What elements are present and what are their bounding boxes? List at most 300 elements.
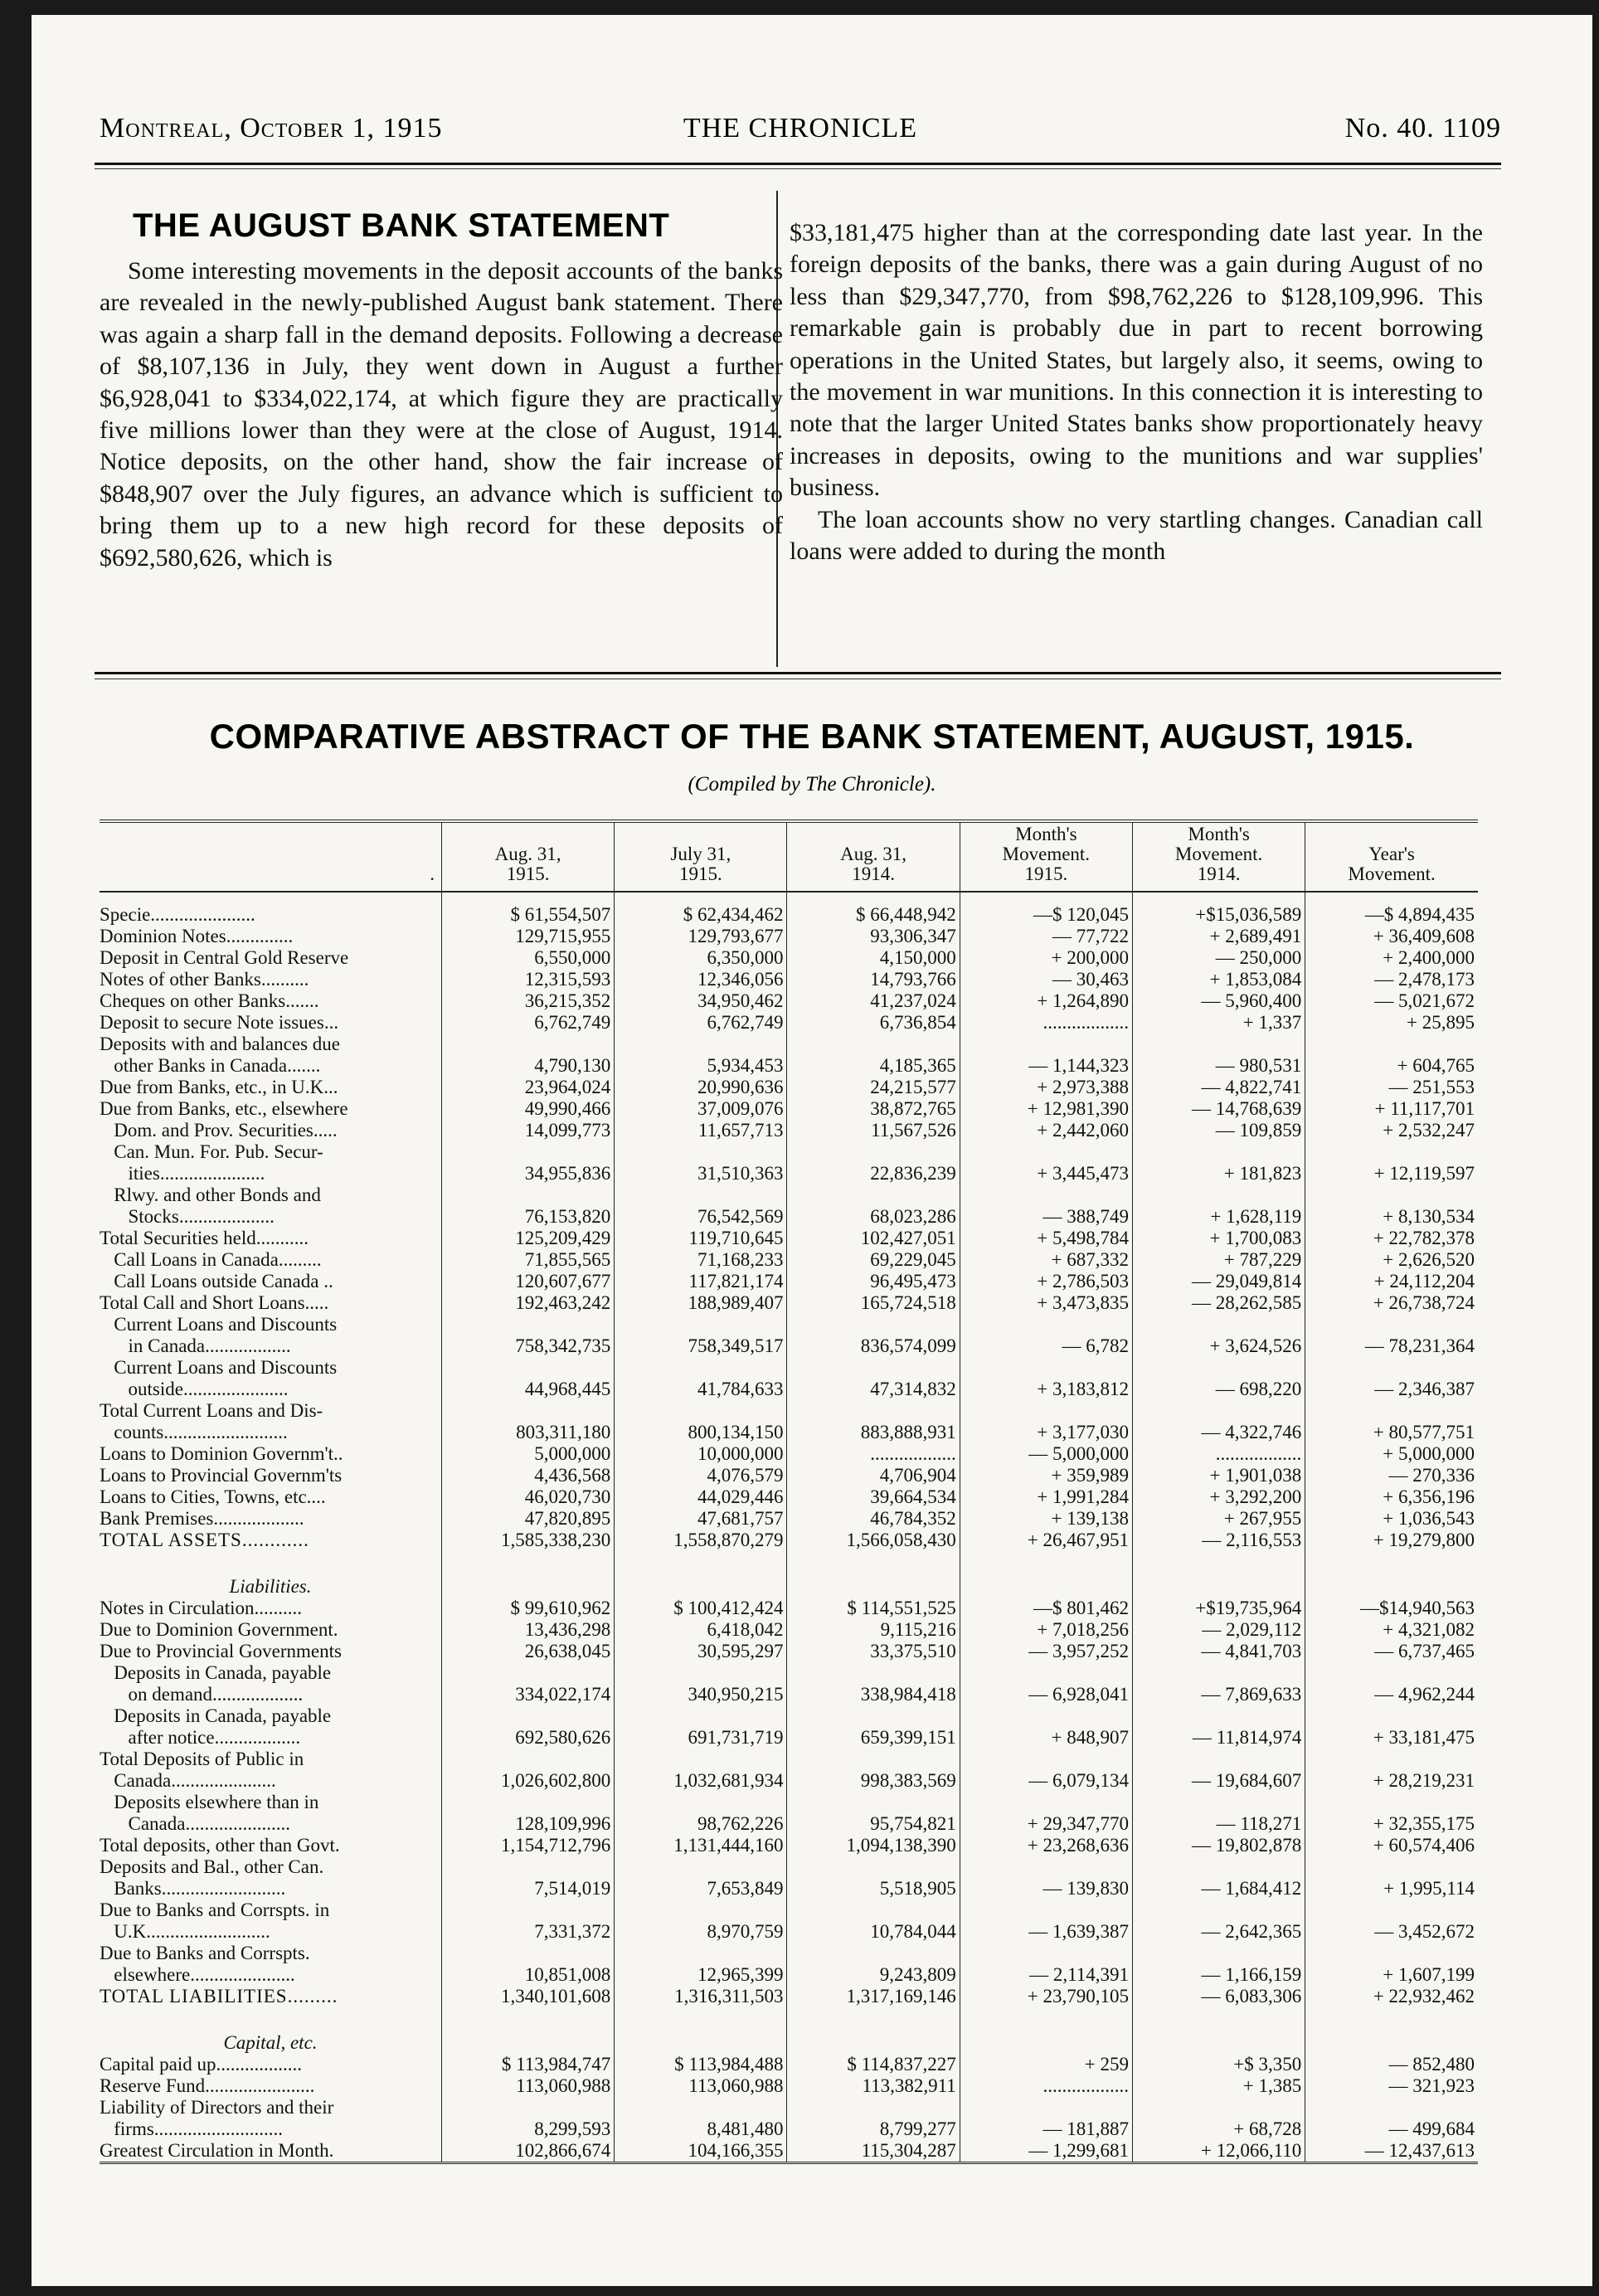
table-cell: + 25,895 bbox=[1305, 1012, 1478, 1034]
table-cell: 33,375,510 bbox=[787, 1641, 960, 1662]
table-cell: 1,340,101,608 bbox=[441, 1986, 614, 2007]
table-row bbox=[100, 926, 1478, 947]
row-label: Deposits with and balances due bbox=[100, 1034, 340, 1054]
article-column-right bbox=[790, 217, 1483, 567]
table-cell bbox=[441, 1357, 614, 1379]
table-cell: — 2,116,553 bbox=[1132, 1530, 1305, 1551]
table-cell: $ 61,554,507 bbox=[441, 904, 614, 926]
table-row bbox=[100, 1098, 1478, 1120]
table-cell bbox=[1132, 1856, 1305, 1878]
table-cell: + 1,995,114 bbox=[1305, 1878, 1478, 1900]
spacer-row bbox=[100, 1551, 1478, 1563]
table-row bbox=[100, 1727, 1478, 1749]
table-cell: 76,542,569 bbox=[615, 1206, 787, 1228]
table-row bbox=[100, 1508, 1478, 1530]
table-cell: 836,574,099 bbox=[787, 1335, 960, 1357]
row-label: Reserve Fund....................... bbox=[100, 2075, 315, 2096]
table-cell: 9,115,216 bbox=[787, 1619, 960, 1641]
table-cell: + 60,574,406 bbox=[1305, 1835, 1478, 1856]
table-cell bbox=[1305, 1141, 1478, 1163]
table-cell: 10,000,000 bbox=[615, 1443, 787, 1465]
table-cell: + 139,138 bbox=[960, 1508, 1132, 1530]
table-cell: 11,657,713 bbox=[615, 1120, 787, 1141]
table-cell: $ 114,837,227 bbox=[787, 2054, 960, 2075]
table-cell: 34,950,462 bbox=[615, 990, 787, 1012]
table-cell bbox=[441, 2097, 614, 2118]
table-cell bbox=[615, 1141, 787, 1163]
table-cell: — 11,814,974 bbox=[1132, 1727, 1305, 1749]
table-cell: + 259 bbox=[960, 2054, 1132, 2075]
row-label: Total Call and Short Loans..... bbox=[100, 1292, 329, 1313]
table-cell: —$ 801,462 bbox=[960, 1598, 1132, 1619]
table-cell bbox=[787, 2019, 960, 2054]
table-cell: 30,595,297 bbox=[615, 1641, 787, 1662]
table-cell: .................. bbox=[960, 1012, 1132, 1034]
article-paragraph: Some interesting movements in the deposit accounts of the banks are revealed in the newly-published August bank statement. There was again a sharp fall in the demand deposits. Following a decrease of $8,107,136 in July, they went down in August a further $6,928,041 to $334,022,174, at which figure they are practically five millions lower than they were at the close of August, 1914. Notice deposits, on the other hand, show the fair increase of $848,907 over the July figures, an advance which is sufficient to bring them up to a new high record for these deposits of $692,580,626, which is bbox=[100, 257, 783, 572]
table-cell: + 2,626,520 bbox=[1305, 1249, 1478, 1271]
table-cell bbox=[960, 1856, 1132, 1878]
table-cell: 113,382,911 bbox=[787, 2075, 960, 2097]
table-cell: 34,955,836 bbox=[441, 1163, 614, 1184]
row-label: Dominion Notes.............. bbox=[100, 926, 294, 946]
table-cell: 20,990,636 bbox=[615, 1077, 787, 1098]
issue-page-number: No. 40. 1109 bbox=[1344, 113, 1501, 144]
table-cell: 9,243,809 bbox=[787, 1964, 960, 1986]
dateline: Montreal, October 1, 1915 bbox=[100, 113, 443, 144]
table-row bbox=[100, 1900, 1478, 1921]
table-cell: 13,436,298 bbox=[441, 1619, 614, 1641]
table-cell: 5,518,905 bbox=[787, 1878, 960, 1900]
table-cell bbox=[960, 1357, 1132, 1379]
row-label: Dom. and Prov. Securities..... bbox=[100, 1120, 338, 1141]
table-row bbox=[100, 1598, 1478, 1619]
table-cell bbox=[1305, 1551, 1478, 1563]
row-label: Current Loans and Discounts bbox=[100, 1314, 338, 1335]
table-cell bbox=[615, 1034, 787, 1055]
table-cell: 5,000,000 bbox=[441, 1443, 614, 1465]
bank-statement-table bbox=[100, 820, 1478, 2164]
publication-title: THE CHRONICLE bbox=[683, 113, 918, 144]
table-cell: — 2,642,365 bbox=[1132, 1921, 1305, 1943]
table-cell: 120,607,677 bbox=[441, 1271, 614, 1292]
table-cell: 113,060,988 bbox=[441, 2075, 614, 2097]
table-cell bbox=[615, 1314, 787, 1335]
table-cell: .................. bbox=[1132, 1443, 1305, 1465]
table-cell bbox=[1132, 2097, 1305, 2118]
table-cell: — 250,000 bbox=[1132, 947, 1305, 969]
table-cell: 44,029,446 bbox=[615, 1486, 787, 1508]
row-label: Deposit to secure Note issues... bbox=[100, 1012, 339, 1033]
table-cell: 113,060,988 bbox=[615, 2075, 787, 2097]
table-cell: 6,350,000 bbox=[615, 947, 787, 969]
row-label: Capital paid up.................. bbox=[100, 2054, 303, 2075]
table-cell: + 23,268,636 bbox=[960, 1835, 1132, 1856]
table-row bbox=[100, 1400, 1478, 1422]
table-cell bbox=[960, 1705, 1132, 1727]
table-cell bbox=[441, 1551, 614, 1563]
table-cell: + 200,000 bbox=[960, 947, 1132, 969]
row-label: Total Securities held........... bbox=[100, 1228, 309, 1248]
table-header bbox=[100, 821, 1478, 892]
row-label: Total deposits, other than Govt. bbox=[100, 1835, 340, 1856]
table-cell bbox=[787, 1551, 960, 1563]
table-cell: + 1,607,199 bbox=[1305, 1964, 1478, 1986]
table-cell: — 388,749 bbox=[960, 1206, 1132, 1228]
table-cell: 4,185,365 bbox=[787, 1055, 960, 1077]
table-cell: 800,134,150 bbox=[615, 1422, 787, 1443]
table-cell: — 1,684,412 bbox=[1132, 1878, 1305, 1900]
row-label: firms........................... bbox=[100, 2118, 284, 2139]
table-cell bbox=[960, 1749, 1132, 1770]
table-cell: 7,331,372 bbox=[441, 1921, 614, 1943]
table-cell bbox=[615, 1792, 787, 1813]
table-cell: + 11,117,701 bbox=[1305, 1098, 1478, 1120]
row-label: U.K.......................... bbox=[100, 1921, 270, 1942]
table-row bbox=[100, 1662, 1478, 1684]
table-row bbox=[100, 1292, 1478, 1314]
table-cell bbox=[787, 1943, 960, 1964]
table-cell: 102,866,674 bbox=[441, 2140, 614, 2163]
table-cell bbox=[1305, 1034, 1478, 1055]
table-cell: + 1,853,084 bbox=[1132, 969, 1305, 990]
table-row bbox=[100, 1163, 1478, 1184]
table-cell bbox=[441, 1314, 614, 1335]
table-cell bbox=[1305, 1900, 1478, 1921]
table-cell bbox=[1132, 1662, 1305, 1684]
table-cell: — 2,114,391 bbox=[960, 1964, 1132, 1986]
table-cell bbox=[1305, 2019, 1478, 2054]
table-cell: 1,094,138,390 bbox=[787, 1835, 960, 1856]
table-row bbox=[100, 1249, 1478, 1271]
row-label: TOTAL ASSETS............ bbox=[100, 1530, 309, 1550]
table-cell bbox=[1132, 1314, 1305, 1335]
table-cell bbox=[960, 1034, 1132, 1055]
table-row bbox=[100, 1921, 1478, 1943]
article-title: THE AUGUST BANK STATEMENT bbox=[133, 207, 670, 244]
row-label: Canada...................... bbox=[100, 1770, 276, 1791]
table-cell bbox=[1305, 2007, 1478, 2019]
row-label: Total Deposits of Public in bbox=[100, 1749, 304, 1769]
table-row bbox=[100, 1206, 1478, 1228]
table-cell: 129,793,677 bbox=[615, 926, 787, 947]
table-cell: 659,399,151 bbox=[787, 1727, 960, 1749]
table-row bbox=[100, 1705, 1478, 1727]
row-label: Due to Dominion Government. bbox=[100, 1619, 338, 1640]
table-cell bbox=[787, 1357, 960, 1379]
table-cell bbox=[615, 2007, 787, 2019]
table-cell bbox=[615, 1900, 787, 1921]
row-label: Banks.......................... bbox=[100, 1878, 286, 1899]
table-cell bbox=[787, 1662, 960, 1684]
table-cell: — 1,166,159 bbox=[1132, 1964, 1305, 1986]
table-cell: 6,762,749 bbox=[441, 1012, 614, 1034]
table-cell: — 4,322,746 bbox=[1132, 1422, 1305, 1443]
table-cell: $ 114,551,525 bbox=[787, 1598, 960, 1619]
table-cell bbox=[1305, 1357, 1478, 1379]
table-row bbox=[100, 1465, 1478, 1486]
row-label: Due to Banks and Corrspts. in bbox=[100, 1900, 330, 1920]
table-cell bbox=[960, 1943, 1132, 1964]
section-heading: Liabilities. bbox=[229, 1576, 312, 1597]
table-cell: — 109,859 bbox=[1132, 1120, 1305, 1141]
header-rule-thin bbox=[95, 168, 1501, 169]
table-cell: 125,209,429 bbox=[441, 1228, 614, 1249]
table-cell bbox=[1132, 1943, 1305, 1964]
table-row bbox=[100, 1770, 1478, 1792]
table-cell: 4,150,000 bbox=[787, 947, 960, 969]
table-cell: 26,638,045 bbox=[441, 1641, 614, 1662]
table-cell: 758,349,517 bbox=[615, 1335, 787, 1357]
table-row bbox=[100, 1055, 1478, 1077]
article-column-left bbox=[100, 255, 783, 574]
table-cell: 31,510,363 bbox=[615, 1163, 787, 1184]
table-cell bbox=[1132, 1184, 1305, 1206]
table-cell bbox=[441, 1705, 614, 1727]
table-cell bbox=[615, 1357, 787, 1379]
table-cell: 1,566,058,430 bbox=[787, 1530, 960, 1551]
table-cell: — 2,029,112 bbox=[1132, 1619, 1305, 1641]
table-cell bbox=[1132, 1792, 1305, 1813]
table-cell: 36,215,352 bbox=[441, 990, 614, 1012]
table-cell: — 6,782 bbox=[960, 1335, 1132, 1357]
table-cell bbox=[615, 892, 787, 904]
table-cell: 47,820,895 bbox=[441, 1508, 614, 1530]
table-cell: — 270,336 bbox=[1305, 1465, 1478, 1486]
table-cell: 93,306,347 bbox=[787, 926, 960, 947]
table-cell bbox=[1132, 2019, 1305, 2054]
table-cell: —$ 120,045 bbox=[960, 904, 1132, 926]
table-cell bbox=[1305, 1705, 1478, 1727]
table-cell bbox=[441, 1034, 614, 1055]
table-cell bbox=[787, 1792, 960, 1813]
table-cell: 76,153,820 bbox=[441, 1206, 614, 1228]
table-row bbox=[100, 1120, 1478, 1141]
table-cell: 49,990,466 bbox=[441, 1098, 614, 1120]
table-cell bbox=[787, 1900, 960, 1921]
table-cell bbox=[1132, 1563, 1305, 1598]
table-row bbox=[100, 969, 1478, 990]
table-cell: — 5,021,672 bbox=[1305, 990, 1478, 1012]
row-label: on demand................... bbox=[100, 1684, 304, 1705]
row-label: Specie...................... bbox=[100, 904, 255, 925]
table-cell bbox=[615, 1749, 787, 1770]
table-cell bbox=[787, 1749, 960, 1770]
table-cell: 41,784,633 bbox=[615, 1379, 787, 1400]
table-cell bbox=[1305, 892, 1478, 904]
table-cell: 188,989,407 bbox=[615, 1292, 787, 1314]
table-cell: + 1,337 bbox=[1132, 1012, 1305, 1034]
table-row bbox=[100, 1641, 1478, 1662]
table-cell bbox=[1305, 1749, 1478, 1770]
row-label: Loans to Provincial Governm'ts bbox=[100, 1465, 343, 1486]
table-cell: + 1,700,083 bbox=[1132, 1228, 1305, 1249]
table-cell: 883,888,931 bbox=[787, 1422, 960, 1443]
table-cell: + 12,066,110 bbox=[1132, 2140, 1305, 2163]
table-cell bbox=[441, 1141, 614, 1163]
table-cell: — 29,049,814 bbox=[1132, 1271, 1305, 1292]
row-label: Deposits and Bal., other Can. bbox=[100, 1856, 324, 1877]
table-row bbox=[100, 1619, 1478, 1641]
table-cell: 4,436,568 bbox=[441, 1465, 614, 1486]
table-cell: 14,793,766 bbox=[787, 969, 960, 990]
table-cell: 24,215,577 bbox=[787, 1077, 960, 1098]
table-row bbox=[100, 1443, 1478, 1465]
table-cell: $ 113,984,747 bbox=[441, 2054, 614, 2075]
table-cell bbox=[1132, 892, 1305, 904]
table-cell: —$ 4,894,435 bbox=[1305, 904, 1478, 926]
table-cell: — 28,262,585 bbox=[1132, 1292, 1305, 1314]
table-cell: $ 99,610,962 bbox=[441, 1598, 614, 1619]
row-label: Stocks.................... bbox=[100, 1206, 275, 1227]
table-cell bbox=[100, 1551, 441, 1563]
table-cell: —$14,940,563 bbox=[1305, 1598, 1478, 1619]
table-cell: + 23,790,105 bbox=[960, 1986, 1132, 2007]
row-label: Loans to Cities, Towns, etc.... bbox=[100, 1486, 326, 1507]
table-cell: 98,762,226 bbox=[615, 1813, 787, 1835]
row-label: counts.......................... bbox=[100, 1422, 288, 1442]
table-cell: + 787,229 bbox=[1132, 1249, 1305, 1271]
table-cell bbox=[960, 1792, 1132, 1813]
table-row bbox=[100, 1792, 1478, 1813]
table-cell bbox=[960, 1900, 1132, 1921]
table-cell bbox=[960, 1551, 1132, 1563]
table-row bbox=[100, 1271, 1478, 1292]
column-header: July 31, 1915. bbox=[615, 821, 787, 892]
table-cell: 96,495,473 bbox=[787, 1271, 960, 1292]
table-cell: 12,315,593 bbox=[441, 969, 614, 990]
table-cell bbox=[787, 1705, 960, 1727]
table-cell bbox=[615, 1184, 787, 1206]
table-cell: 1,026,602,800 bbox=[441, 1770, 614, 1792]
table-cell bbox=[615, 1563, 787, 1598]
table-cell bbox=[1305, 2097, 1478, 2118]
table-cell bbox=[787, 1184, 960, 1206]
table-cell bbox=[441, 1563, 614, 1598]
table-row bbox=[100, 1379, 1478, 1400]
table-cell bbox=[1132, 1141, 1305, 1163]
table-cell: 44,968,445 bbox=[441, 1379, 614, 1400]
table-cell: .................. bbox=[960, 2075, 1132, 2097]
table-cell: — 2,478,173 bbox=[1305, 969, 1478, 990]
table-cell: 1,131,444,160 bbox=[615, 1835, 787, 1856]
table-row bbox=[100, 1314, 1478, 1335]
table-cell: — 321,923 bbox=[1305, 2075, 1478, 2097]
table-cell: + 2,442,060 bbox=[960, 1120, 1132, 1141]
table-cell: 998,383,569 bbox=[787, 1770, 960, 1792]
row-label: ities...................... bbox=[100, 1163, 265, 1184]
table-row bbox=[100, 1749, 1478, 1770]
row-label: outside...................... bbox=[100, 1379, 289, 1399]
table-cell bbox=[787, 1141, 960, 1163]
table-cell: 340,950,215 bbox=[615, 1684, 787, 1705]
table-row bbox=[100, 1943, 1478, 1964]
table-cell: — 980,531 bbox=[1132, 1055, 1305, 1077]
table-cell: $ 66,448,942 bbox=[787, 904, 960, 926]
row-label: Call Loans outside Canada .. bbox=[100, 1271, 333, 1292]
table-row bbox=[100, 1813, 1478, 1835]
article-end-rule bbox=[95, 672, 1501, 674]
table-cell: 338,984,418 bbox=[787, 1684, 960, 1705]
table-cell: + 2,400,000 bbox=[1305, 947, 1478, 969]
table-cell: 71,855,565 bbox=[441, 1249, 614, 1271]
table-cell bbox=[960, 1400, 1132, 1422]
table-cell: 22,836,239 bbox=[787, 1163, 960, 1184]
table-cell: + 4,321,082 bbox=[1305, 1619, 1478, 1641]
table-cell bbox=[615, 2019, 787, 2054]
page-header bbox=[100, 113, 1501, 158]
table-cell: 8,481,480 bbox=[615, 2118, 787, 2140]
table-cell: 6,418,042 bbox=[615, 1619, 787, 1641]
row-label: Deposits in Canada, payable bbox=[100, 1662, 332, 1683]
table-row bbox=[100, 1012, 1478, 1034]
table-cell: — 698,220 bbox=[1132, 1379, 1305, 1400]
table-cell: 12,965,399 bbox=[615, 1964, 787, 1986]
table-cell: + 2,973,388 bbox=[960, 1077, 1132, 1098]
table-cell bbox=[441, 1792, 614, 1813]
table-cell: + 26,467,951 bbox=[960, 1530, 1132, 1551]
table-row bbox=[100, 947, 1478, 969]
table-cell bbox=[1132, 2007, 1305, 2019]
table-cell bbox=[1132, 1357, 1305, 1379]
row-label: Due from Banks, etc., elsewhere bbox=[100, 1098, 348, 1119]
table-cell bbox=[1305, 1856, 1478, 1878]
table-cell: + 7,018,256 bbox=[960, 1619, 1132, 1641]
row-label: Bank Premises................... bbox=[100, 1508, 304, 1529]
row-label: elsewhere...................... bbox=[100, 1964, 295, 1985]
table-cell: + 22,782,378 bbox=[1305, 1228, 1478, 1249]
table-row bbox=[100, 2075, 1478, 2097]
table-cell: — 5,000,000 bbox=[960, 1443, 1132, 1465]
table-cell: 1,316,311,503 bbox=[615, 1986, 787, 2007]
table-cell: — 5,960,400 bbox=[1132, 990, 1305, 1012]
table-cell: 46,784,352 bbox=[787, 1508, 960, 1530]
table-cell bbox=[615, 1705, 787, 1727]
table-cell: + 687,332 bbox=[960, 1249, 1132, 1271]
table-cell: — 19,684,607 bbox=[1132, 1770, 1305, 1792]
table-cell: 165,724,518 bbox=[787, 1292, 960, 1314]
table-cell bbox=[615, 1856, 787, 1878]
table-cell: 1,585,338,230 bbox=[441, 1530, 614, 1551]
table-cell: — 3,957,252 bbox=[960, 1641, 1132, 1662]
table-cell: 692,580,626 bbox=[441, 1727, 614, 1749]
table-cell: 117,821,174 bbox=[615, 1271, 787, 1292]
table-row bbox=[100, 1141, 1478, 1163]
table-cell: — 30,463 bbox=[960, 969, 1132, 990]
table-cell: 128,109,996 bbox=[441, 1813, 614, 1835]
table-row bbox=[100, 2118, 1478, 2140]
table-cell bbox=[960, 1314, 1132, 1335]
row-label: in Canada.................. bbox=[100, 1335, 291, 1356]
row-label: Due from Banks, etc., in U.K... bbox=[100, 1077, 338, 1097]
table-cell: 803,311,180 bbox=[441, 1422, 614, 1443]
table-cell: $ 100,412,424 bbox=[615, 1598, 787, 1619]
table-cell: — 1,639,387 bbox=[960, 1921, 1132, 1943]
table-cell: + 5,000,000 bbox=[1305, 1443, 1478, 1465]
table-cell bbox=[960, 1662, 1132, 1684]
table-cell bbox=[615, 1943, 787, 1964]
table-cell: + 3,445,473 bbox=[960, 1163, 1132, 1184]
table-cell bbox=[1305, 1943, 1478, 1964]
table-cell: — 4,962,244 bbox=[1305, 1684, 1478, 1705]
table-cell bbox=[615, 2097, 787, 2118]
table-row bbox=[100, 1856, 1478, 1878]
row-label: Cheques on other Banks....... bbox=[100, 990, 319, 1011]
table-cell: $ 62,434,462 bbox=[615, 904, 787, 926]
table-cell: + 3,177,030 bbox=[960, 1422, 1132, 1443]
table-cell bbox=[960, 2097, 1132, 2118]
table-cell bbox=[787, 1314, 960, 1335]
table-cell bbox=[960, 1141, 1132, 1163]
